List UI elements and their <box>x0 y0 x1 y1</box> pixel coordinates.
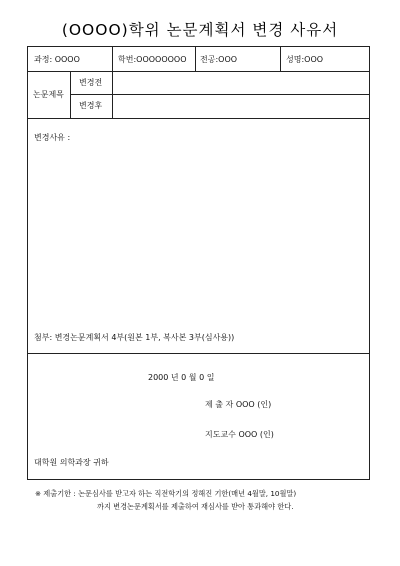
note-line-2: 까지 변경논문계획서를 제출하여 재심사를 받아 통과해야 한다. <box>97 501 294 511</box>
divider <box>28 71 369 72</box>
divider <box>70 94 369 95</box>
submitter-line: 제 출 자 OOO (인) <box>205 400 272 409</box>
form-title: (OOOO)학위 논문계획서 변경 사유서 <box>61 21 339 39</box>
divider <box>280 47 281 71</box>
course-field: 과정: OOOO <box>34 55 80 64</box>
divider <box>28 118 369 119</box>
name-field: 성명:OOO <box>286 55 324 64</box>
submission-deadline-note <box>35 488 375 513</box>
thesis-title-after-label: 변경후 <box>79 101 103 110</box>
divider <box>28 353 369 354</box>
thesis-title-label: 논문제목 <box>33 90 64 99</box>
reason-form <box>27 46 370 480</box>
student-id-field: 학번:OOOOOOOO <box>118 55 187 64</box>
note-line-1: ※ 제출기한 : 논문심사를 받고자 하는 직전학기의 정해진 기한(매년 4월말, 10월말) <box>35 489 297 498</box>
major-field: 전공:OOO <box>200 55 238 64</box>
divider <box>112 47 113 71</box>
date-line: 2000 년 0 월 0 일 <box>148 373 215 382</box>
advisor-line: 지도교수 OOO (인) <box>205 430 274 439</box>
reason-label: 변경사유 : <box>34 133 71 142</box>
thesis-title-before-label: 변경전 <box>79 78 103 87</box>
attachment-note: 첨부: 변경논문계획서 4부(원본 1부, 복사본 3부(심사용)) <box>34 333 235 342</box>
divider <box>195 47 196 71</box>
divider <box>112 71 113 118</box>
divider <box>70 71 71 118</box>
recipient-line: 대학원 의학과장 귀하 <box>34 458 109 467</box>
